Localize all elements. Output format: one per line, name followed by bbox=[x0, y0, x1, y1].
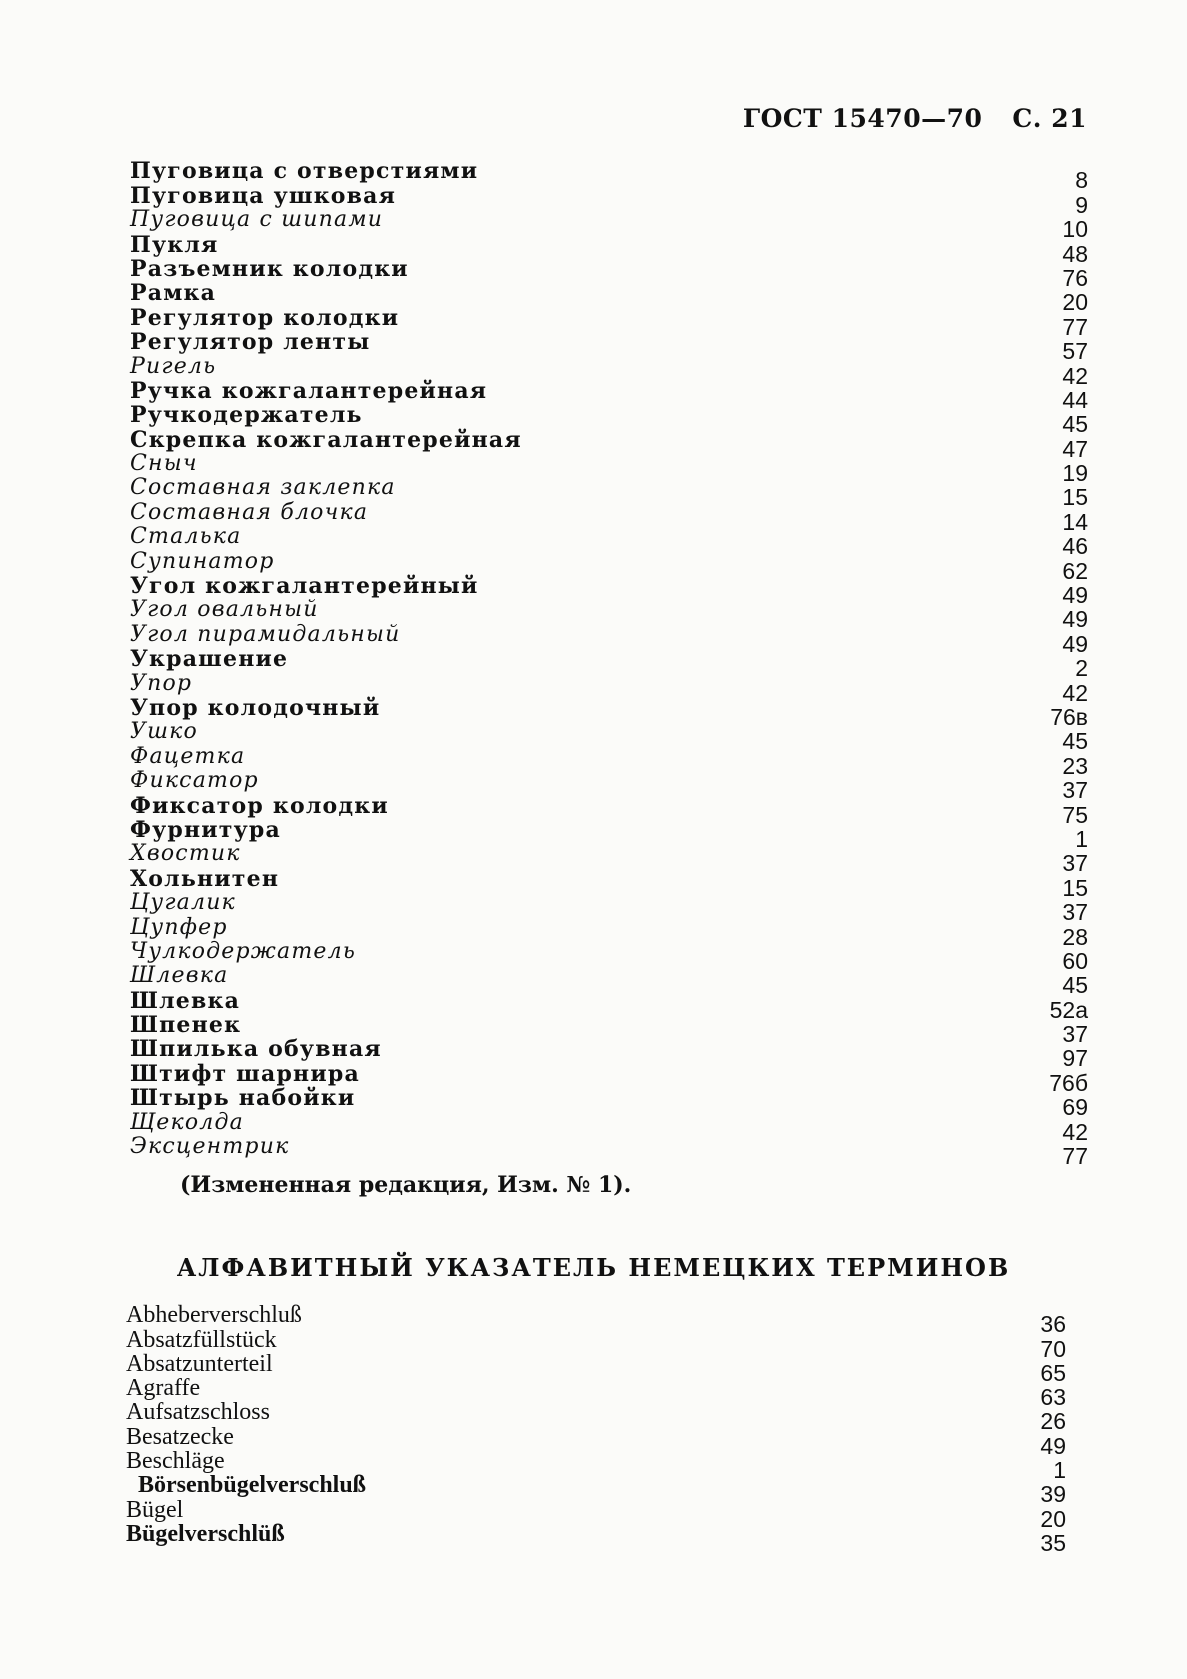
index-term-number: 14 bbox=[1062, 508, 1088, 535]
index-term-number: 2 bbox=[1075, 655, 1088, 682]
index-term: Bügel bbox=[126, 1496, 184, 1523]
index-term-number: 65 bbox=[1040, 1359, 1066, 1386]
index-term-number: 77 bbox=[1062, 313, 1088, 340]
index-term-number: 37 bbox=[1062, 850, 1088, 877]
index-term-number: 48 bbox=[1062, 240, 1088, 267]
index-term: Ригель bbox=[130, 353, 217, 379]
index-term-number: 97 bbox=[1062, 1045, 1088, 1072]
russian-terms-index bbox=[130, 158, 1088, 1170]
index-term: Ручкодержатель bbox=[130, 402, 363, 429]
index-row bbox=[130, 841, 1088, 877]
index-term: Упор bbox=[130, 670, 193, 696]
index-term: Штырь набойки bbox=[130, 1085, 356, 1112]
index-term-number: 52а bbox=[1049, 996, 1088, 1023]
index-term-number: 44 bbox=[1062, 386, 1088, 413]
index-term: Разъемник колодки bbox=[130, 255, 409, 282]
index-row bbox=[130, 719, 1088, 755]
index-term-number: 15 bbox=[1062, 874, 1088, 901]
index-term-number: 36 bbox=[1040, 1311, 1066, 1338]
index-term: Шлевка bbox=[130, 987, 241, 1014]
index-term: Сталька bbox=[130, 524, 242, 550]
index-row bbox=[130, 743, 1088, 779]
index-term-number: 70 bbox=[1040, 1335, 1066, 1362]
index-row bbox=[130, 280, 1088, 316]
index-term: Фацетка bbox=[130, 743, 246, 769]
index-row bbox=[126, 1326, 1066, 1362]
index-term-number: 62 bbox=[1062, 557, 1088, 584]
index-row bbox=[126, 1302, 1066, 1338]
page-header bbox=[743, 104, 1087, 133]
index-term: Цупфер bbox=[130, 914, 228, 940]
index-term: Пуговица с шипами bbox=[130, 207, 384, 233]
index-term: Пуговица ушковая bbox=[130, 182, 397, 209]
index-term-number: 37 bbox=[1062, 777, 1088, 804]
index-row bbox=[130, 231, 1088, 267]
index-row bbox=[130, 890, 1088, 926]
index-term-number: 76б bbox=[1049, 1069, 1088, 1096]
index-term: Шлевка bbox=[130, 963, 229, 989]
index-term-number: 45 bbox=[1062, 728, 1088, 755]
index-term: Регулятор ленты bbox=[130, 329, 371, 356]
index-term: Чулкодержатель bbox=[130, 938, 356, 964]
index-term-number: 8 bbox=[1075, 167, 1088, 194]
index-row bbox=[130, 1134, 1088, 1170]
index-row bbox=[130, 646, 1088, 682]
index-row bbox=[130, 548, 1088, 584]
index-row bbox=[130, 1109, 1088, 1145]
index-term-number: 46 bbox=[1062, 533, 1088, 560]
index-term: Ушко bbox=[130, 719, 198, 745]
index-term-number: 42 bbox=[1062, 362, 1088, 389]
index-term: Пуговица с отверстиями bbox=[130, 158, 479, 185]
index-term: Ручка кожгалантерейная bbox=[130, 377, 488, 404]
index-term-number: 45 bbox=[1062, 411, 1088, 438]
index-row bbox=[130, 1060, 1088, 1096]
index-term: Упор колодочный bbox=[130, 694, 381, 721]
index-term: Фурнитура bbox=[130, 816, 281, 843]
index-term-number: 1 bbox=[1053, 1457, 1066, 1484]
index-row bbox=[126, 1350, 1066, 1386]
index-row bbox=[130, 694, 1088, 730]
index-row bbox=[130, 353, 1088, 389]
index-term: Сныч bbox=[130, 451, 198, 477]
index-term: Шпилька обувная bbox=[130, 1036, 382, 1063]
index-row bbox=[130, 865, 1088, 901]
index-row bbox=[130, 377, 1088, 413]
index-term-number: 1 bbox=[1075, 825, 1088, 852]
index-term-number: 39 bbox=[1040, 1481, 1066, 1508]
index-term: Угол овальный bbox=[130, 597, 319, 623]
index-row bbox=[130, 451, 1088, 487]
index-row bbox=[130, 963, 1088, 999]
index-term-number: 69 bbox=[1062, 1094, 1088, 1121]
index-row bbox=[130, 402, 1088, 438]
index-term-number: 76 bbox=[1062, 264, 1088, 291]
index-row bbox=[130, 158, 1088, 194]
index-row bbox=[126, 1448, 1066, 1484]
index-term: Скрепка кожгалантерейная bbox=[130, 426, 522, 453]
index-row bbox=[126, 1423, 1066, 1459]
german-terms-index bbox=[126, 1302, 1066, 1556]
index-row bbox=[130, 1085, 1088, 1121]
index-row bbox=[130, 792, 1088, 828]
index-row bbox=[130, 182, 1088, 218]
index-term: Absatzunterteil bbox=[126, 1350, 273, 1377]
index-term: Рамка bbox=[130, 280, 217, 307]
index-row bbox=[130, 1036, 1088, 1072]
index-term: Супинатор bbox=[130, 548, 275, 574]
index-term-number: 19 bbox=[1062, 460, 1088, 487]
index-term: Шпенек bbox=[130, 1012, 242, 1039]
index-term-number: 37 bbox=[1062, 899, 1088, 926]
index-row bbox=[130, 524, 1088, 560]
index-row bbox=[126, 1399, 1066, 1435]
index-term: Регулятор колодки bbox=[130, 304, 400, 331]
index-row bbox=[130, 621, 1088, 657]
index-term: Beschläge bbox=[126, 1448, 225, 1475]
index-row bbox=[130, 914, 1088, 950]
index-term: Abheberverschluß bbox=[126, 1302, 302, 1329]
index-term: Agraffe bbox=[126, 1375, 201, 1402]
index-row bbox=[130, 475, 1088, 511]
index-term-number: 35 bbox=[1040, 1529, 1066, 1556]
index-row bbox=[130, 255, 1088, 291]
index-term-number: 15 bbox=[1062, 484, 1088, 511]
page-number: С. 21 bbox=[1012, 104, 1087, 133]
index-term-number: 10 bbox=[1062, 216, 1088, 243]
index-term-number: 76в bbox=[1050, 703, 1088, 730]
index-term: Фиксатор колодки bbox=[130, 792, 389, 819]
index-term-number: 42 bbox=[1062, 679, 1088, 706]
index-row bbox=[126, 1520, 1066, 1556]
index-term-number: 75 bbox=[1062, 801, 1088, 828]
index-row bbox=[126, 1472, 1066, 1508]
index-term: Besatzecke bbox=[126, 1423, 234, 1450]
index-row bbox=[130, 207, 1088, 243]
index-row bbox=[126, 1496, 1066, 1532]
index-term-number: 77 bbox=[1062, 1143, 1088, 1170]
index-term-number: 37 bbox=[1062, 1021, 1088, 1048]
index-term-number: 49 bbox=[1040, 1432, 1066, 1459]
index-term-number: 47 bbox=[1062, 435, 1088, 462]
amendment-note: (Измененная редакция, Изм. № 1). bbox=[180, 1172, 632, 1198]
index-term: Пукля bbox=[130, 231, 219, 258]
index-term-number: 49 bbox=[1062, 582, 1088, 609]
index-term-number: 45 bbox=[1062, 972, 1088, 999]
index-term: Украшение bbox=[130, 646, 289, 673]
index-term: Эксцентрик bbox=[130, 1134, 290, 1160]
index-row bbox=[130, 426, 1088, 462]
index-term-number: 42 bbox=[1062, 1118, 1088, 1145]
index-term-number: 23 bbox=[1062, 752, 1088, 779]
index-row bbox=[130, 768, 1088, 804]
index-row bbox=[130, 1012, 1088, 1048]
index-term-number: 49 bbox=[1062, 606, 1088, 633]
index-term: Хвостик bbox=[130, 841, 241, 867]
index-row bbox=[130, 670, 1088, 706]
index-term: Absatzfüllstück bbox=[126, 1326, 277, 1353]
index-term: Составная блочка bbox=[130, 499, 369, 525]
index-row bbox=[130, 938, 1088, 974]
index-row bbox=[130, 597, 1088, 633]
index-term: Börsenbügelverschluß bbox=[138, 1472, 367, 1499]
index-term-number: 57 bbox=[1062, 338, 1088, 365]
index-term-number: 20 bbox=[1040, 1505, 1066, 1532]
index-term: Bügelverschlüß bbox=[126, 1520, 285, 1547]
index-row bbox=[130, 573, 1088, 609]
index-term: Хольнитен bbox=[130, 865, 280, 892]
index-row bbox=[130, 499, 1088, 535]
index-term-number: 26 bbox=[1040, 1408, 1066, 1435]
index-term-number: 20 bbox=[1062, 289, 1088, 316]
index-term: Угол кожгалантерейный bbox=[130, 573, 479, 600]
index-row bbox=[130, 329, 1088, 365]
index-row bbox=[130, 816, 1088, 852]
index-row bbox=[126, 1375, 1066, 1411]
index-term-number: 63 bbox=[1040, 1384, 1066, 1411]
index-term: Составная заклепка bbox=[130, 475, 396, 501]
index-term-number: 28 bbox=[1062, 923, 1088, 950]
index-term: Фиксатор bbox=[130, 768, 259, 794]
index-term-number: 49 bbox=[1062, 630, 1088, 657]
index-term: Угол пирамидальный bbox=[130, 621, 401, 647]
index-term: Штифт шарнира bbox=[130, 1060, 360, 1087]
index-row bbox=[130, 987, 1088, 1023]
index-row bbox=[130, 304, 1088, 340]
index-term: Aufsatzschloss bbox=[126, 1399, 270, 1426]
index-term-number: 60 bbox=[1062, 947, 1088, 974]
section-title: АЛФАВИТНЫЙ УКАЗАТЕЛЬ НЕМЕЦКИХ ТЕРМИНОВ bbox=[176, 1253, 1011, 1282]
index-term: Щеколда bbox=[130, 1109, 244, 1135]
standard-number: ГОСТ 15470—70 bbox=[742, 104, 983, 133]
index-term-number: 9 bbox=[1075, 191, 1088, 218]
index-term: Цугалик bbox=[130, 890, 236, 916]
